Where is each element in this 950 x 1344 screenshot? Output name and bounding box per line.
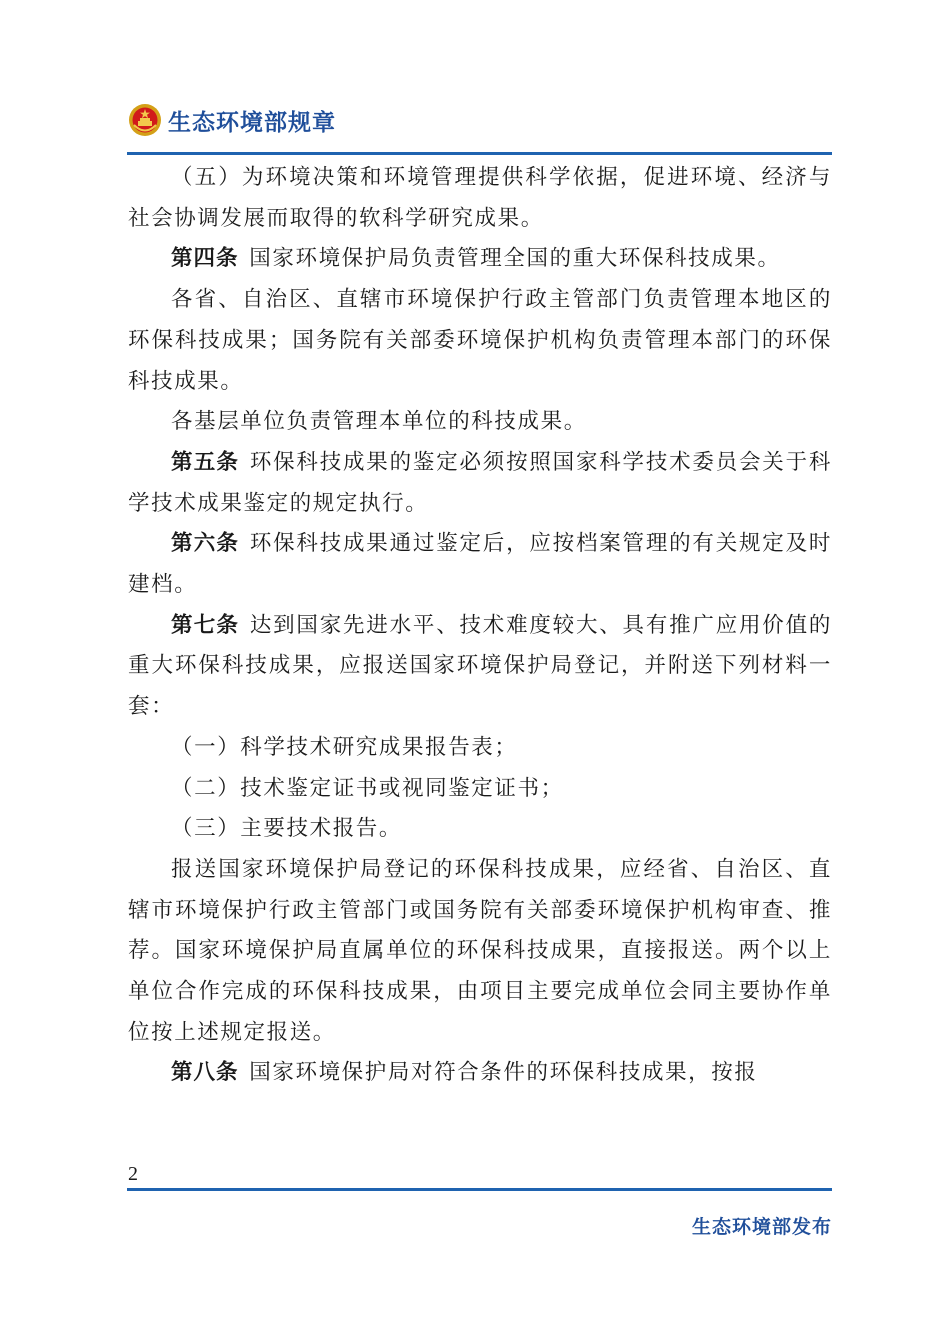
paragraph-text: （三）主要技术报告。	[171, 816, 403, 842]
article-number: 第六条	[171, 531, 240, 557]
footer-publisher: 生态环境部发布	[691, 1216, 832, 1238]
header-title: 生态环境部规章	[168, 109, 336, 136]
paragraph	[128, 809, 832, 850]
paragraph	[128, 402, 832, 443]
paragraph-text: （一）科学技术研究成果报告表；	[171, 734, 518, 760]
paragraph-text: 环保科技成果通过鉴定后，应按档案管理的有关规定及时建档。	[128, 531, 832, 598]
page-header	[128, 98, 336, 142]
paragraph	[128, 1053, 832, 1094]
paragraph	[128, 280, 832, 402]
paragraph	[128, 850, 832, 1054]
paragraph-text: 环保科技成果的鉴定必须按照国家科学技术委员会关于科学技术成果鉴定的规定执行。	[128, 449, 832, 516]
paragraph-text: 国家环境保护局对符合条件的环保科技成果，按报	[249, 1060, 758, 1086]
paragraph-text: （二）技术鉴定证书或视同鉴定证书；	[171, 775, 564, 801]
paragraph	[128, 524, 832, 605]
paragraph	[128, 606, 832, 728]
article-number: 第四条	[171, 246, 239, 272]
paragraph	[128, 158, 832, 239]
national-emblem-icon	[128, 103, 162, 137]
paragraph-text: 国家环境保护局负责管理全国的重大环保科技成果。	[249, 246, 781, 272]
article-number: 第八条	[171, 1060, 239, 1086]
footer-divider	[127, 1188, 832, 1191]
document-body	[128, 158, 832, 1094]
paragraph-text: （五）为环境决策和环境管理提供科学依据，促进环境、经济与社会协调发展而取得的软科学研究成果。	[128, 165, 832, 231]
paragraph	[128, 239, 832, 280]
paragraph	[128, 728, 832, 769]
header-divider	[127, 152, 832, 155]
article-number: 第七条	[171, 612, 240, 638]
paragraph-text: 各基层单位负责管理本单位的科技成果。	[171, 409, 587, 435]
paragraph	[128, 443, 832, 524]
paragraph-text: 报送国家环境保护局登记的环保科技成果，应经省、自治区、直辖市环境保护行政主管部门或国务院有关部委环境保护机构审查、推荐。国家环境保护局直属单位的环保科技成果，直接报送。两个以上单位合作完成的环保科技成果，由项目主要完成单位会同主要协作单位按上述规定报送。	[128, 856, 832, 1045]
paragraph	[128, 769, 832, 810]
paragraph-text: 各省、自治区、直辖市环境保护行政主管部门负责管理本地区的环保科技成果；国务院有关部委环境保护机构负责管理本部门的环保科技成果。	[128, 287, 832, 394]
paragraph-text: 达到国家先进水平、技术难度较大、具有推广应用价值的重大环保科技成果，应报送国家环境保护局登记，并附送下列材料一套：	[128, 612, 832, 720]
article-number: 第五条	[171, 449, 240, 475]
page-number: 2	[128, 1163, 138, 1185]
